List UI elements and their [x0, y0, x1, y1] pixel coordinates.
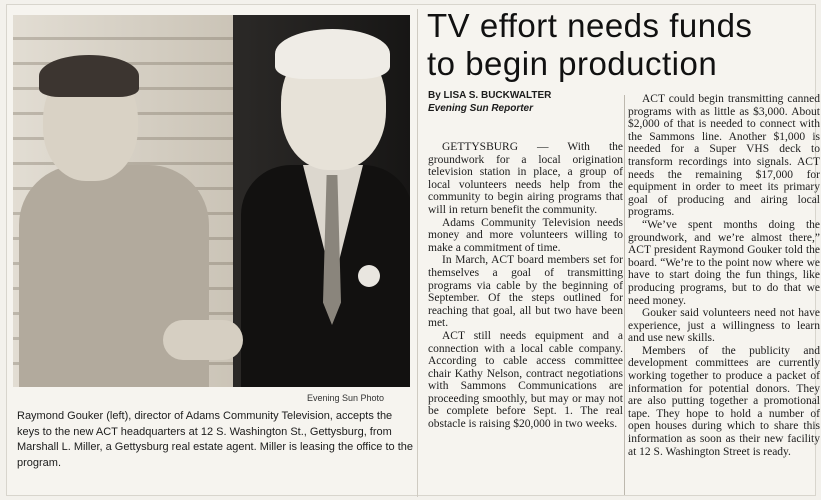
byline-author: By LISA S. BUCKWALTER	[428, 90, 552, 101]
column-divider	[624, 95, 625, 495]
paragraph: ACT still needs equipment and a connection with a local cable company. According to cable access committee chair Kathy Nelson, contract negotiations with Sammons Communications are proceeding smoothly, but may or may not be complete before Sept. 1. The real obstacle is raising $20,000 in two weeks.	[428, 329, 623, 431]
lapel-badge	[358, 265, 380, 287]
paragraph: GETTYSBURG — With the groundwork for a local origination television station in place, a group of local volunteers needs help from the community to begin airing programs that will in return benefit the community.	[428, 141, 623, 216]
article-column-1	[428, 141, 623, 431]
paragraph: Members of the publicity and development committees are currently working together to produce a packet of information for potential donors. They are also putting together a promotional tape. They hope to hold a number of open houses during which to share this information as soon as their new facility at 12 S. Washington Street is ready.	[628, 344, 820, 458]
photo-caption: Raymond Gouker (left), director of Adams Community Television, accepts the keys to the new ACT headquarters at 12 S. Washington St., Gettysburg, from Marshall L. Miller, a Gettysburg real estate agent. Miller is leasing the office to the program.	[17, 410, 413, 469]
right-man-hair	[275, 29, 390, 79]
paragraph: “We’ve spent months doing the groundwork, and we’re almost there,” ACT president Raymond Gouker told the board. “We’re to the point now where we have to start doing the fun things, like producing programs, but to do that we need money.	[628, 218, 820, 307]
news-photo	[13, 15, 410, 387]
left-man-hair	[39, 55, 139, 97]
photo-credit: Evening Sun Photo	[307, 393, 385, 403]
handshake-keys	[163, 320, 243, 360]
paragraph: ACT could begin transmitting canned programs with as little as $3,000. About $2,000 of that is needed to connect with the Sammons line. Another $1,000 is needed for a Super VHS deck to transform recordings into signals. ACT needs the remaining $17,000 for equipment in order to meet its primary goal of producing and airing local programs.	[628, 93, 820, 219]
newspaper-clipping	[6, 4, 820, 496]
headline-line-1: TV effort needs funds	[427, 7, 753, 44]
paragraph: In March, ACT board members set for themselves a goal of transmitting programs via cable by the beginning of September. Of the steps outlined for reaching that goal, all but two have been met.	[428, 254, 623, 330]
column-rule	[417, 9, 418, 497]
article-column-2	[628, 93, 820, 458]
byline-role: Evening Sun Reporter	[428, 103, 534, 114]
paragraph: Gouker said volunteers need not have experience, just a willingness to learn and use new skills.	[628, 307, 820, 345]
headline-line-2: to begin production	[427, 45, 718, 82]
byline	[428, 89, 628, 115]
headline	[427, 7, 817, 83]
paragraph: Adams Community Television needs money and more volunteers willing to make a commitment of time.	[428, 216, 623, 254]
